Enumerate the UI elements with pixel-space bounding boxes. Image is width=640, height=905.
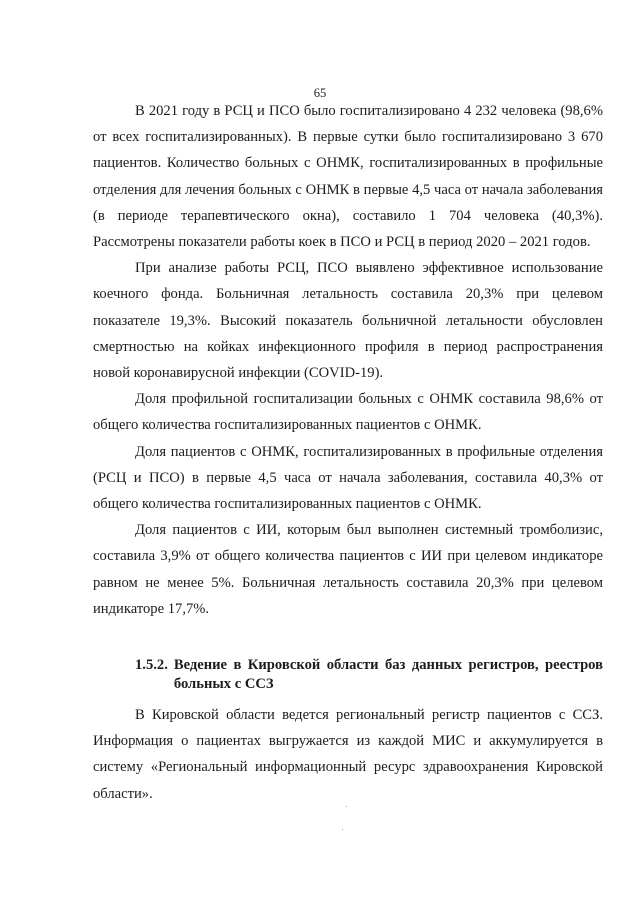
page-number: 65 [313,86,327,100]
section-heading [93,656,603,694]
paragraph-early-hospitalization-share: Доля пациентов с ОНМК, госпитализированных в профильные отделения (РСЦ и ПСО) в первые 4,5 часа от начала заболевания, составила 40,3% от общего количества госпитализированных пациентов с ОНМК. [93,443,603,513]
paragraph-bed-fund-analysis: При анализе работы РСЦ, ПСО выявлено эффективное использование коечного фонда. Больничная летальность составила 20,3% при целевом показателе 19,3%. Высокий показатель больничной летальности обусловлен смертностью на койках инфекционного профиля в период распространения новой коронавирусной инфекции (COVID-19). [93,260,603,382]
body-text-bottom [93,702,603,807]
paragraph-hospitalization-2021: В 2021 году в РСЦ и ПСО было госпитализировано 4 232 человека (98,6% от всех госпитализированных). В первые сутки было госпитализировано 3 670 пациентов. Количество больных с ОНМК, госпитализированных в профильные отделения для лечения больных с ОНМК в первые 4,5 часа от начала заболевания (в периоде терапевтического окна), составило 1 704 человека (40,3%). Рассмотрены показатели работы коек в ПСО и РСЦ в период 2020 – 2021 годов. [93,103,603,251]
scan-speck [342,829,343,830]
body-text-top [93,98,603,622]
paragraph-profile-hospitalization-share: Доля профильной госпитализации больных с ОНМК составила 98,6% от общего количества госпитализированных пациентов с ОНМК. [93,391,603,434]
scan-speck [346,806,347,807]
section-number: 1.5.2. [135,657,168,673]
section-title: Ведение в Кировской области баз данных регистров, реестров больных с ССЗ [173,657,603,692]
paragraph-thrombolysis-share: Доля пациентов с ИИ, которым был выполнен системный тромболизис, составила 3,9% от общего количества пациентов с ИИ при целевом индикаторе равном не менее 5%. Больничная летальность составила 20,3% при целевом индикаторе 17,7%. [93,522,603,617]
paragraph-registry: В Кировской области ведется региональный регистр пациентов с ССЗ. Информация о пациентах выгружается из каждой МИС и аккумулируется в систему «Региональный информационный ресурс здравоохранения Кировской области». [93,707,603,802]
